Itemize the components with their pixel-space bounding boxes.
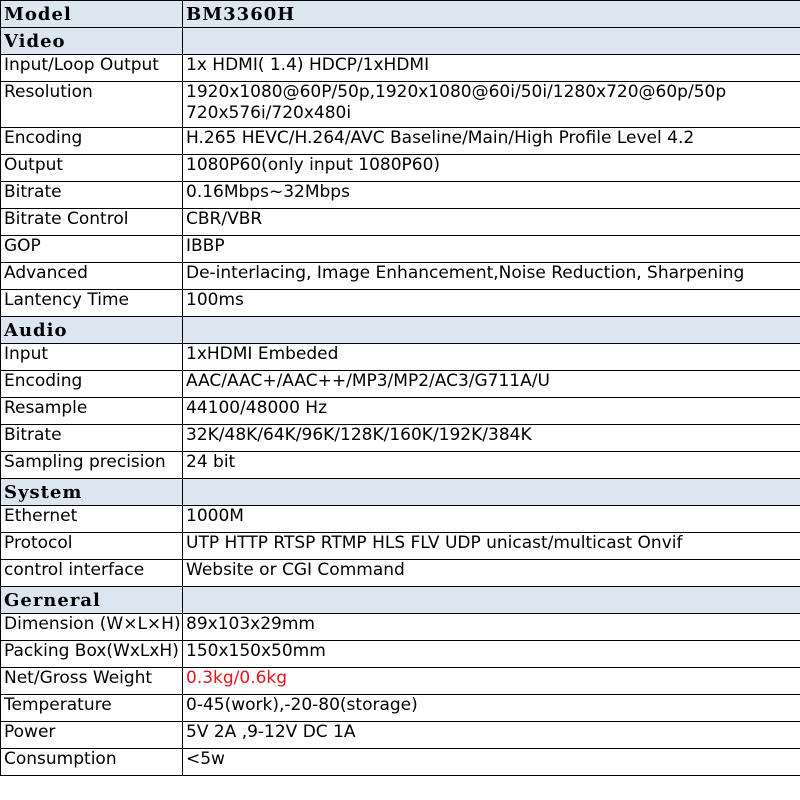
table-row [1,722,800,749]
spec-value: 24 bit [183,452,800,479]
section-title: Video [1,28,183,55]
table-row [1,614,800,641]
spec-label: Dimension (W×L×H) [1,614,183,641]
spec-value: Website or CGI Command [183,560,800,587]
spec-label: Protocol [1,533,183,560]
spec-label: Bitrate Control [1,209,183,236]
model-row [1,1,800,28]
spec-value: De-interlacing, Image Enhancement,Noise Reduction, Sharpening [183,263,800,290]
spec-value: 1x HDMI( 1.4) HDCP/1xHDMI [183,55,800,82]
spec-label: Resample [1,398,183,425]
table-row [1,749,800,776]
spec-label: Ethernet [1,506,183,533]
table-row [1,344,800,371]
table-row [1,533,800,560]
spec-value: 100ms [183,290,800,317]
spec-label: Output [1,155,183,182]
spec-value: IBBP [183,236,800,263]
table-row [1,55,800,82]
spec-value: 32K/48K/64K/96K/128K/160K/192K/384K [183,425,800,452]
spec-value: 5V 2A ,9-12V DC 1A [183,722,800,749]
spec-value: AAC/AAC+/AAC++/MP3/MP2/AC3/G711A/U [183,371,800,398]
table-row [1,695,800,722]
spec-value: 150x150x50mm [183,641,800,668]
section-title: Gerneral [1,587,183,614]
section-title: System [1,479,183,506]
spec-value: CBR/VBR [183,209,800,236]
spec-value: 89x103x29mm [183,614,800,641]
table-row [1,668,800,695]
spec-label: Net/Gross Weight [1,668,183,695]
table-row [1,236,800,263]
spec-label: GOP [1,236,183,263]
table-row [1,560,800,587]
table-row [1,155,800,182]
spec-label: Encoding [1,371,183,398]
section-audio [1,317,800,344]
model-label: Model [1,1,183,28]
spec-value-line-1: 1920x1080@60P/50p,1920x1080@60i/50i/1280x720@60p/50p [186,82,727,102]
table-row [1,128,800,155]
table-row [1,398,800,425]
spec-value [183,82,800,128]
spec-label: Bitrate [1,425,183,452]
spec-value-highlight: 0.3kg/0.6kg [183,668,800,695]
section-title: Audio [1,317,183,344]
spec-label: Sampling precision [1,452,183,479]
spec-label: Input/Loop Output [1,55,183,82]
spec-value-line-2: 720x576i/720x480i [186,103,352,123]
section-video [1,28,800,55]
spec-value: 44100/48000 Hz [183,398,800,425]
table-row [1,452,800,479]
spec-label: Consumption [1,749,183,776]
table-row [1,425,800,452]
table-row [1,182,800,209]
table-row [1,263,800,290]
spec-label: Resolution [1,82,183,128]
table-row [1,371,800,398]
table-row [1,82,800,128]
model-value: BM3360H [183,1,800,28]
spec-value: UTP HTTP RTSP RTMP HLS FLV UDP unicast/multicast Onvif [183,533,800,560]
spec-value: <5w [183,749,800,776]
table-row [1,641,800,668]
spec-label: control interface [1,560,183,587]
spec-label: Lantency Time [1,290,183,317]
spec-value: 0-45(work),-20-80(storage) [183,695,800,722]
spec-value: 0.16Mbps~32Mbps [183,182,800,209]
spec-label: Input [1,344,183,371]
spec-label: Advanced [1,263,183,290]
spec-value: H.265 HEVC/H.264/AVC Baseline/Main/High Profile Level 4.2 [183,128,800,155]
table-row [1,209,800,236]
spec-label: Packing Box(WxLxH) [1,641,183,668]
table-row [1,290,800,317]
section-system [1,479,800,506]
spec-label: Power [1,722,183,749]
section-general [1,587,800,614]
spec-value: 1080P60(only input 1080P60) [183,155,800,182]
spec-label: Bitrate [1,182,183,209]
spec-value: 1000M [183,506,800,533]
table-row [1,506,800,533]
spec-label: Temperature [1,695,183,722]
spec-value: 1xHDMI Embeded [183,344,800,371]
spec-label: Encoding [1,128,183,155]
